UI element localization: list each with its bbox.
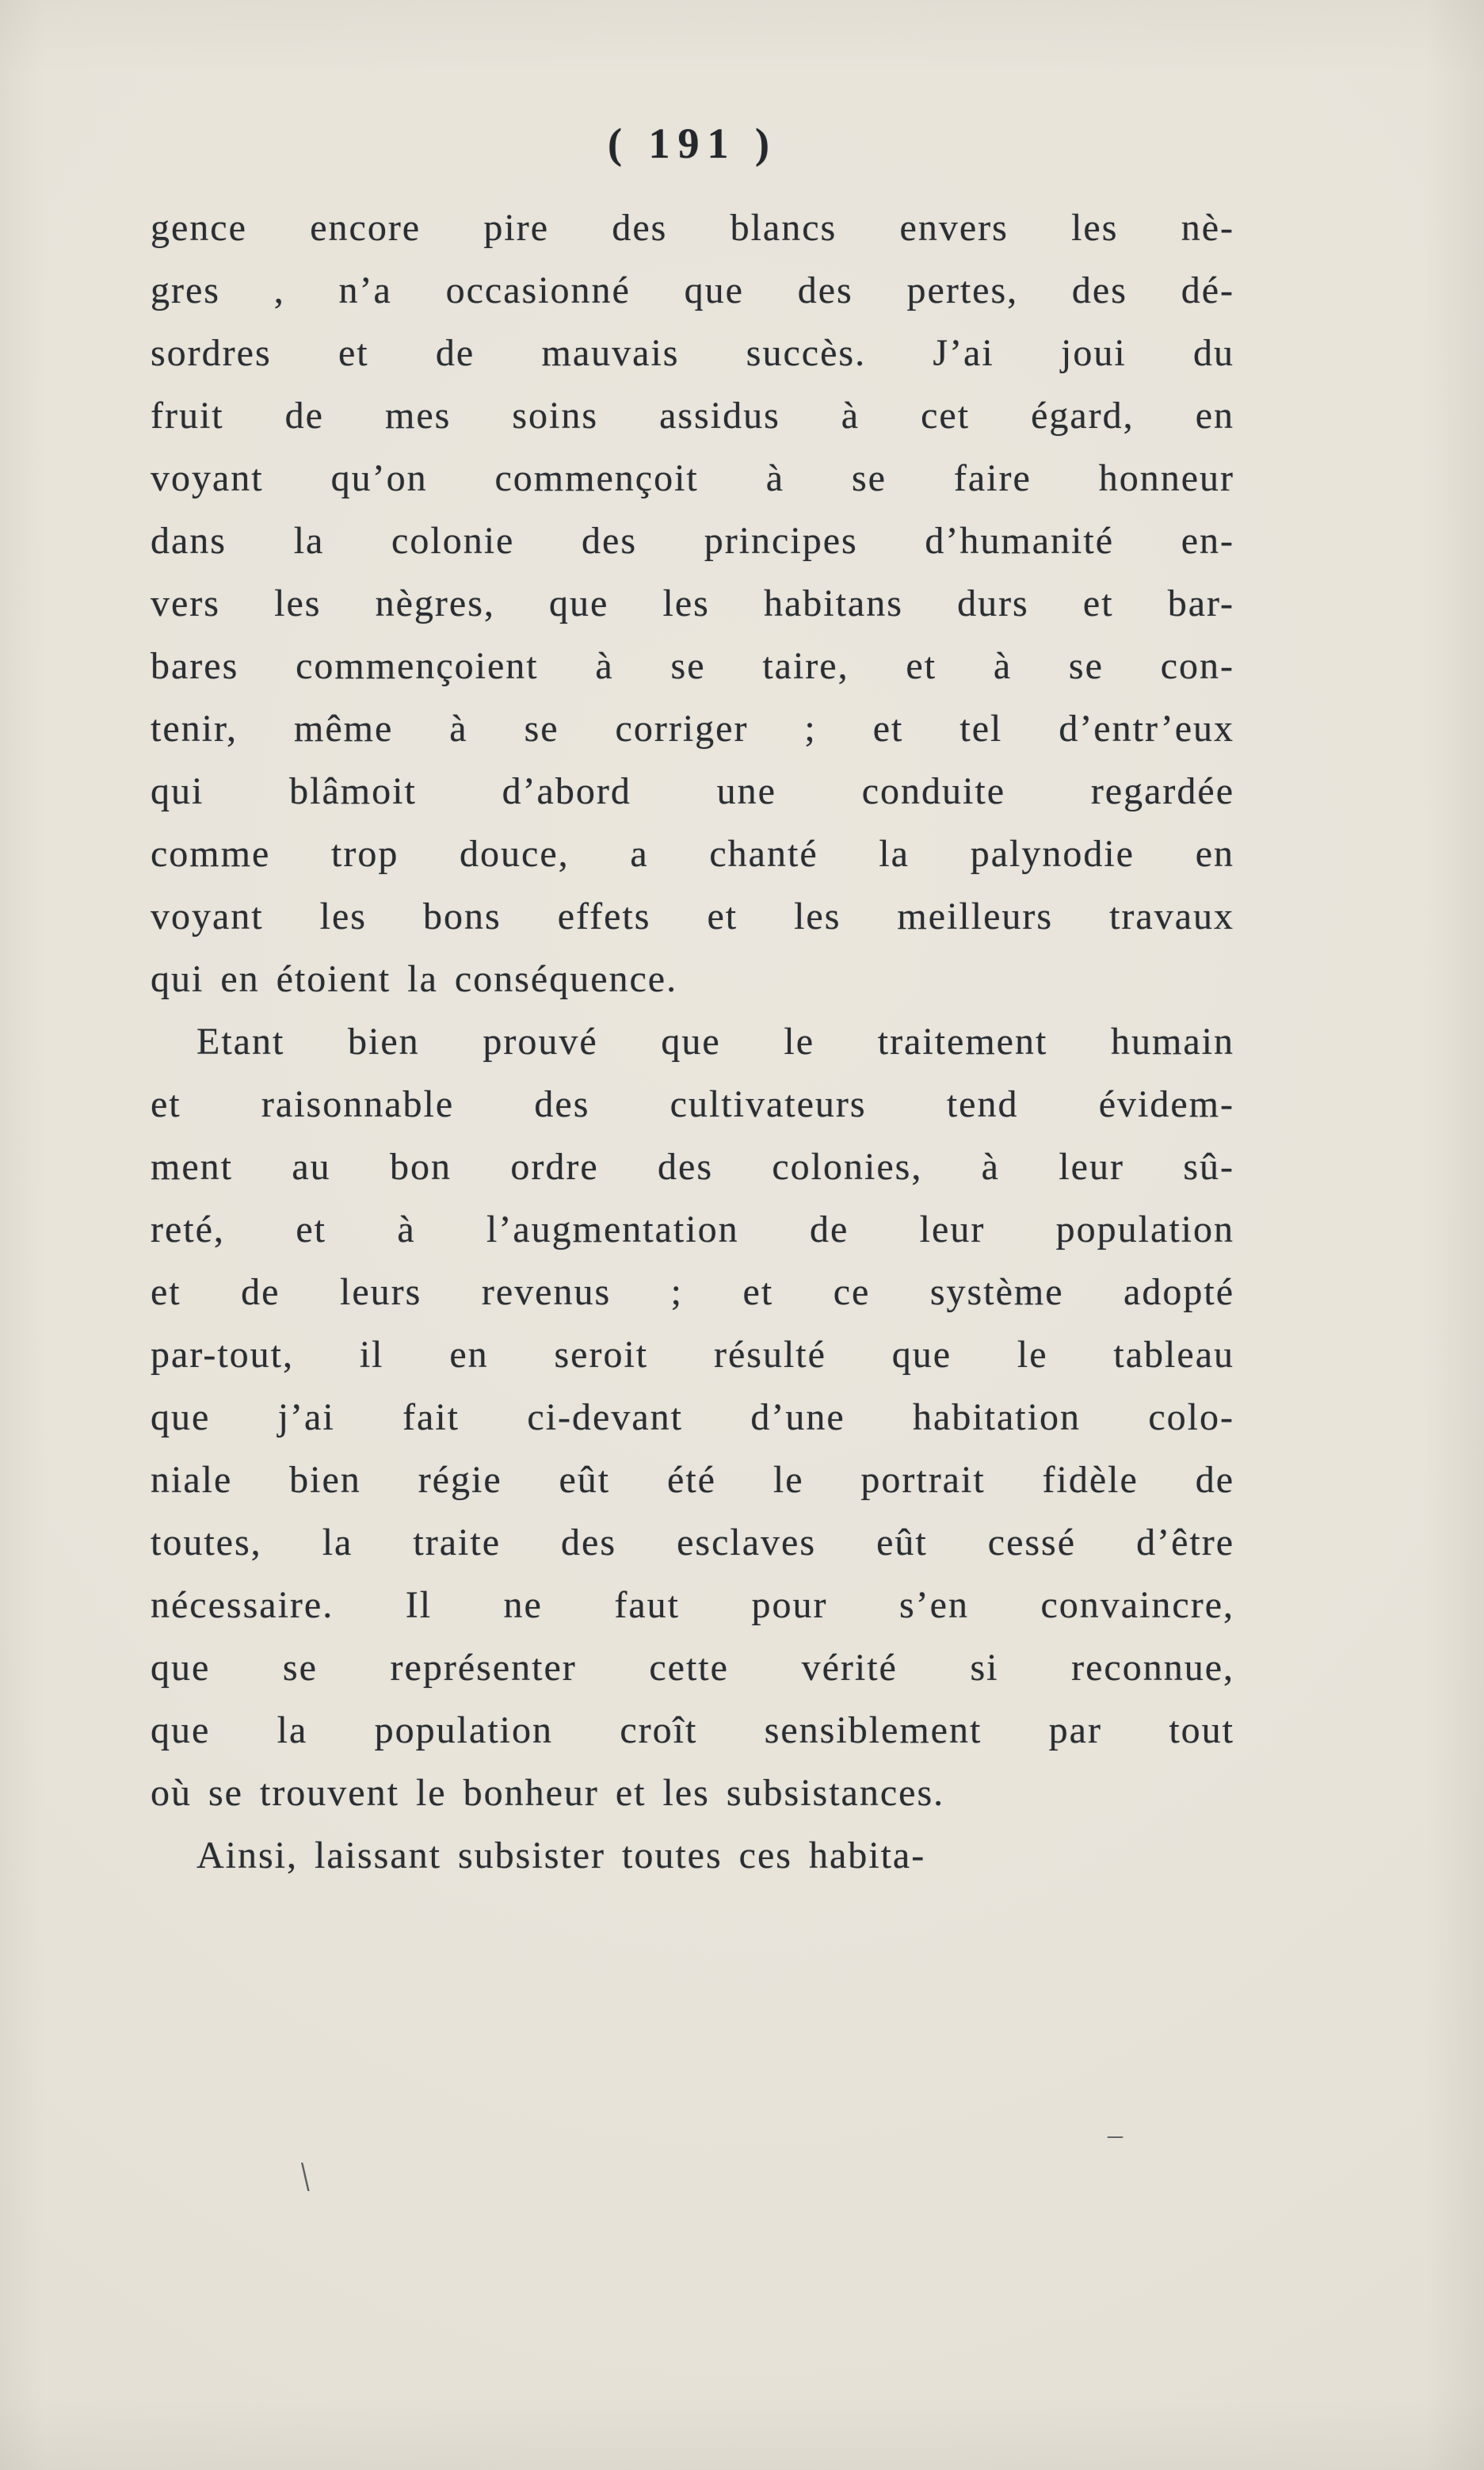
text-line: toutes, la traite des esclaves eût cessé d’être: [151, 1521, 1234, 1563]
text-line: qui en étoient la conséquence.: [151, 958, 678, 1000]
text-line: Etant bien prouvé que le traitement humain: [196, 1021, 1234, 1063]
paragraph: [151, 1824, 1234, 1887]
text-line: niale bien régie eût été le portrait fidèle de: [151, 1459, 1234, 1501]
text-line: que j’ai fait ci-devant d’une habitation colo-: [151, 1396, 1234, 1438]
text-line: qui blâmoit d’abord une conduite regardée: [151, 770, 1234, 812]
text-line: vers les nègres, que les habitans durs et bar-: [151, 582, 1234, 624]
text-line: comme trop douce, a chanté la palynodie en: [151, 833, 1234, 875]
text-line: fruit de mes soins assidus à cet égard, en: [151, 395, 1234, 437]
text-line: où se trouvent le bonheur et les subsistances.: [151, 1772, 945, 1814]
scan-artifact: \: [297, 2154, 314, 2201]
text-line: tenir, même à se corriger ; et tel d’entr’eux: [151, 708, 1234, 750]
text-line: voyant les bons effets et les meilleurs travaux: [151, 895, 1234, 937]
text-line: et de leurs revenus ; et ce système adopté: [151, 1271, 1234, 1313]
text-line: nécessaire. Il ne faut pour s’en convaincre,: [151, 1584, 1234, 1626]
text-line: par-tout, il en seroit résulté que le tableau: [151, 1334, 1234, 1376]
text-line: reté, et à l’augmentation de leur population: [151, 1208, 1234, 1250]
text-line: ment au bon ordre des colonies, à leur sû-: [151, 1146, 1234, 1188]
text-block: [151, 197, 1234, 1887]
text-line: gres , n’a occasionné que des pertes, des dé-: [151, 269, 1234, 311]
text-line: bares commençoient à se taire, et à se con-: [151, 645, 1234, 687]
paragraph: [151, 1010, 1234, 1824]
paragraph: [151, 197, 1234, 1010]
text-line: que se représenter cette vérité si reconnue,: [151, 1647, 1234, 1689]
text-line: voyant qu’on commençoit à se faire honneur: [151, 457, 1234, 499]
text-line: que la population croît sensiblement par tout: [151, 1709, 1234, 1751]
text-line: Ainsi, laissant subsister toutes ces habita-: [196, 1834, 926, 1876]
text-line: sordres et de mauvais succès. J’ai joui du: [151, 332, 1234, 374]
page-number: ( 191 ): [608, 120, 777, 167]
text-line: et raisonnable des cultivateurs tend évidem-: [151, 1083, 1234, 1125]
text-line: dans la colonie des principes d’humanité en-: [151, 520, 1234, 562]
text-line: gence encore pire des blancs envers les nè-: [151, 207, 1234, 249]
scan-artifact: –: [1108, 2118, 1123, 2151]
